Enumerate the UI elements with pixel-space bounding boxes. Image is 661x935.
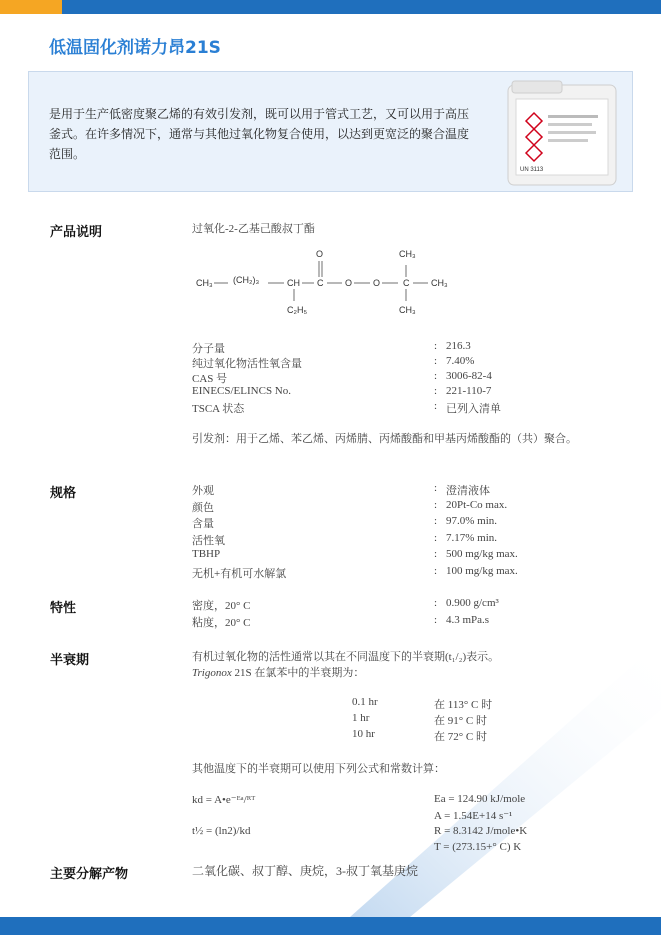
jerrycan-label: UN 3113 [520, 167, 544, 173]
property-row-label: 粘度，20° C [192, 617, 251, 629]
spec-row-label: 含量 [192, 518, 214, 530]
formula-o1: O [345, 278, 353, 288]
halflife-intro-line2-rest: 21S 在氯苯中的半衰期为： [231, 667, 365, 679]
spec-row-label: 颜色 [192, 501, 214, 514]
formula-o-top: O [316, 249, 324, 259]
property-row-label: 密度，20° C [192, 600, 251, 612]
description-property-colon: : [434, 340, 438, 352]
product-name-italic: Trigonox [192, 667, 232, 679]
formula-ch3-right: CH₃ [431, 278, 448, 288]
halflife-time: 1 hr [352, 712, 370, 724]
spec-row-label: 无机+有机可水解氯 [192, 567, 287, 580]
structural-formula [192, 245, 462, 320]
spec-row-label: 活性氧 [192, 534, 225, 547]
intro-text: 是用于生产低密度聚乙烯的有效引发剂，既可以用于管式工艺，又可以用于高压釜式。在许多情况下，通常与其他过氧化物复合使用，以达到更宽泛的聚合温度范围。 [49, 107, 470, 161]
top-bar-accent [0, 0, 62, 14]
property-row-value: 4.3 mPa.s [446, 614, 490, 626]
spec-row-value: 7.17% min. [446, 531, 498, 544]
spec-row-label: 外观 [192, 485, 214, 497]
spec-row-colon: : [434, 498, 438, 511]
description-property-value: 7.40% [446, 355, 475, 367]
spec-row-value: 97.0% min. [446, 515, 498, 527]
description-property-colon: : [434, 355, 438, 367]
property-row-colon: : [434, 614, 438, 626]
property-row-value: 0.900 g/cm³ [446, 597, 499, 609]
description-property-label: 分子量 [192, 343, 225, 355]
constant-ea: Ea = 124.90 kJ/mole [434, 793, 526, 805]
description-property-colon: : [434, 370, 438, 382]
constant-a: A = 1.54E+14 s⁻¹ [434, 810, 513, 822]
halflife-other-text: 其他温度下的半衰期可以使用下列公式和常数计算： [192, 763, 445, 775]
product-jerrycan-image [502, 79, 622, 187]
initiator-text: 引发剂：用于乙烯、苯乙烯、丙烯腈、丙烯酸酯和甲基丙烯酸酯的（共）聚合。 [192, 433, 577, 445]
spec-row-colon: : [434, 548, 438, 560]
chem-name: 过氧化-2-乙基己酸叔丁酯 [192, 223, 315, 235]
description-property-label: CAS 号 [192, 373, 228, 385]
spec-row-label: TBHP [192, 548, 221, 560]
decomposition-products: 二氧化碳、叔丁醇、庚烷，3-叔丁氧基庚烷 [192, 864, 418, 878]
description-property-colon: : [434, 400, 438, 412]
description-property-value: 221-110-7 [446, 385, 492, 397]
description-property-value: 3006-82-4 [446, 370, 492, 382]
formula-ch2n: (CH₂)₃ [233, 275, 260, 285]
formula-c2: C [403, 278, 410, 288]
spec-row-value: 100 mg/kg max. [446, 564, 518, 577]
constant-r: R = 8.3142 J/mole•K [434, 825, 528, 837]
section-spec-heading: 规格 [50, 486, 77, 501]
formula-ch3-left: CH₃ [196, 278, 213, 288]
formula-ch3-top: CH₃ [399, 249, 416, 259]
formula-o2: O [373, 278, 381, 288]
formula-ch: CH [287, 278, 300, 288]
formula-c2h5: C₂H₅ [287, 305, 308, 315]
description-property-value: 已列入清单 [446, 403, 501, 415]
halflife-temperature: 在 72° C 时 [434, 731, 487, 743]
spec-row-colon: : [434, 515, 438, 527]
description-property-label: 纯过氧化物活性氧含量 [192, 358, 302, 370]
formula-ch3-bottom: CH₃ [399, 305, 416, 315]
spec-row-colon: : [434, 531, 438, 544]
property-row-colon: : [434, 597, 438, 609]
top-bar [0, 0, 661, 14]
description-property-label: EINECS/ELINCS No. [192, 385, 291, 397]
section-description-heading: 产品说明 [50, 225, 103, 240]
halflife-intro-line1: 有机过氧化物的活性通常以其在不同温度下的半衰期(t₁/₂)表示。 [192, 651, 500, 663]
bottom-bar [0, 917, 661, 935]
description-property-value: 216.3 [446, 340, 471, 352]
formula-c: C [317, 278, 324, 288]
description-property-label: TSCA 状态 [192, 403, 245, 415]
halflife-intro-line2 [192, 664, 364, 680]
halflife-temperature: 在 91° C 时 [434, 715, 487, 727]
halflife-temperature: 在 113° C 时 [434, 699, 493, 711]
intro-box [28, 71, 633, 192]
halflife-time: 10 hr [352, 728, 375, 740]
section-halflife-heading: 半衰期 [50, 653, 90, 668]
spec-row-colon: : [434, 482, 438, 494]
spec-row-value: 澄清液体 [446, 485, 490, 497]
equation-kd: kd = A•e⁻ᴱᵃ/ᴿᵀ [192, 794, 256, 806]
spec-row-value: 500 mg/kg max. [446, 548, 518, 560]
spec-row-value: 20Pt-Co max. [446, 498, 508, 511]
equation-t-half: t½ = (ln2)/kd [192, 825, 251, 837]
description-property-colon: : [434, 385, 438, 397]
spec-row-colon: : [434, 564, 438, 577]
section-decomposition-heading: 主要分解产物 [50, 867, 129, 882]
constant-t: T = (273.15+° C) K [434, 841, 522, 853]
halflife-time: 0.1 hr [352, 696, 378, 708]
page-title: 低温固化剂诺力昂21S [49, 38, 221, 58]
section-properties-heading: 特性 [50, 601, 77, 616]
